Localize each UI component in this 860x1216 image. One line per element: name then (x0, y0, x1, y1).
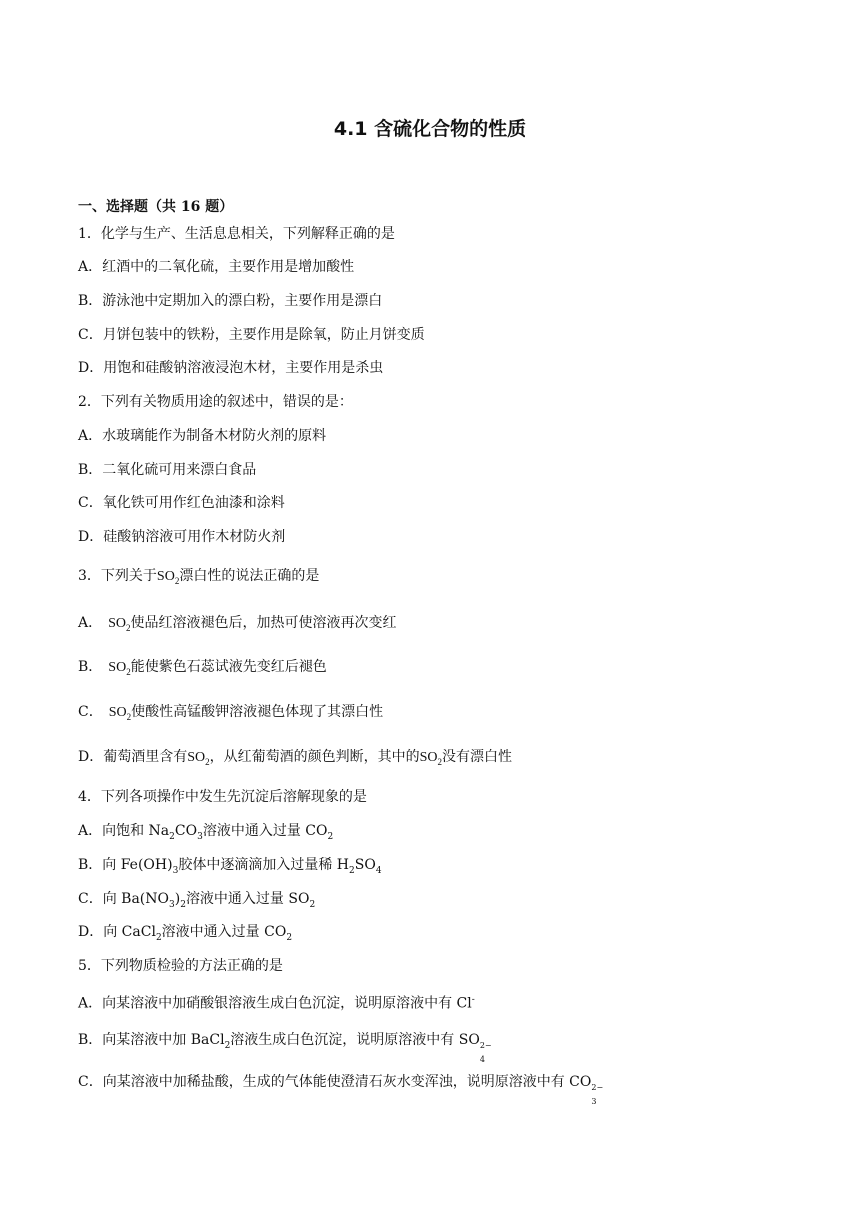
q3-option-d[interactable]: D．葡萄酒里含有$SO_2$，从红葡萄酒的颜色判断，其中的$SO_2$没有漂白性 (78, 749, 513, 767)
q2-option-d[interactable]: D．硅酸钠溶液可用作木材防火剂 (78, 529, 286, 545)
formula-so2: $SO_2$ (187, 750, 210, 767)
q3-option-a[interactable]: A． $SO_2$使品红溶液褪色后，加热可使溶液再次变红 (78, 615, 397, 633)
q5-option-a[interactable]: A．向某溶液中加硝酸银溶液生成白色沉淀，说明原溶液中有 Cl- (78, 995, 475, 1012)
q4-option-b[interactable]: B．向 $Fe(OH)_3$胶体中逐滴滴加入过量稀 $H_2SO_4$ (78, 857, 382, 876)
formula-so2: $SO_2$ (108, 660, 131, 677)
q2-stem: 2．下列有关物质用途的叙述中，错误的是： (78, 394, 353, 410)
q1-option-d[interactable]: D．用饱和硅酸钠溶液浸泡木材，主要作用是杀虫 (78, 360, 384, 376)
q4-option-c[interactable]: C．向 $Ba(NO_3)_2$溶液中通入过量 $SO_2$ (78, 891, 316, 910)
q1-stem: 1．化学与生产、生活息息相关，下列解释正确的是 (78, 226, 395, 242)
formula-so2: $SO_2$ (108, 616, 131, 633)
q3-option-b[interactable]: B． $SO_2$能使紫色石蕊试液先变红后褪色 (78, 659, 327, 677)
q1-option-b[interactable]: B．游泳池中定期加入的漂白粉，主要作用是漂白 (78, 293, 383, 309)
q3-stem (78, 566, 319, 591)
q3-stem-post: 漂白性的说法正确的是 (179, 568, 320, 584)
q1-option-a[interactable]: A．红酒中的二氧化硫，主要作用是增加酸性 (78, 259, 355, 275)
formula-so2: $SO_2$ (156, 569, 180, 586)
section-heading: 一、选择题（共 16 题） (78, 199, 234, 215)
q2-option-b[interactable]: B．二氧化硫可用来漂白食品 (78, 462, 257, 478)
q1-option-c[interactable]: C．月饼包装中的铁粉，主要作用是除氧，防止月饼变质 (78, 327, 425, 343)
q3-stem-pre: 3．下列关于 (78, 568, 157, 584)
q4-option-d[interactable]: D．向 CaCl$_2$溶液中通入过量 $CO_2$ (78, 924, 293, 943)
q2-option-a[interactable]: A．水玻璃能作为制备木材防火剂的原料 (78, 428, 327, 444)
q2-option-c[interactable]: C．氧化铁可用作红色油漆和涂料 (78, 495, 285, 511)
q3-option-c[interactable]: C． $SO_2$使酸性高锰酸钾溶液褪色体现了其漂白性 (78, 704, 384, 722)
q4-stem: 4．下列各项操作中发生先沉淀后溶解现象的是 (78, 789, 367, 805)
q5-option-b[interactable]: B．向某溶液中加 BaCl$_2$溶液生成白色沉淀，说明原溶液中有 SO 2− 4 (78, 1032, 492, 1064)
formula-so2: $SO_2$ (108, 705, 132, 722)
q4-option-a[interactable]: A．向饱和 $Na_2CO_3$溶液中通入过量 $CO_2$ (78, 823, 334, 842)
page-title: 4.1 含硫化合物的性质 (333, 118, 527, 140)
q5-option-c[interactable]: C．向某溶液中加稀盐酸，生成的气体能使澄清石灰水变浑浊，说明原溶液中有 CO 2− 3 (78, 1074, 604, 1106)
formula-so2: $SO_2$ (419, 750, 443, 767)
q5-stem: 5．下列物质检验的方法正确的是 (78, 958, 283, 974)
